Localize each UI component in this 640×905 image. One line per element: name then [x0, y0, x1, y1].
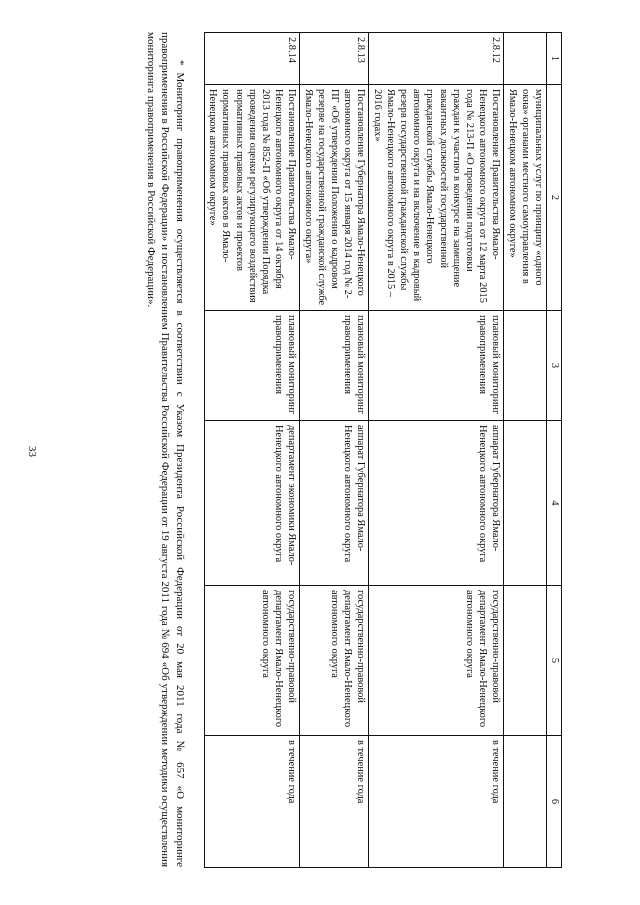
- row-number: 2.8.14: [204, 33, 299, 85]
- co-executor: [504, 586, 547, 736]
- row-number: [504, 33, 547, 85]
- act-name: Постановление Правительства Ямало-Ненецкого автономного округа от 12 марта 2015 года № 213-П «О проведении подготовки граждан к участию в конкурсе на замещение вакантных должностей государственной гражданской службы Ямало-Ненецкого автономного округа и на включение в кадровый резерв государственной гражданской службы Ямало-Ненецкого автономного округа в 2015 – 2016 годах»: [369, 85, 504, 311]
- row-number: 2.8.12: [369, 33, 504, 85]
- term: в течение года: [204, 736, 299, 868]
- footnote: [144, 32, 188, 867]
- header-cell: 5: [547, 586, 562, 736]
- co-executor: государственно-правовой департамент Ямало-Ненецкого автономного округа: [204, 586, 299, 736]
- monitoring-type: плановый мониторинг правоприменения: [204, 311, 299, 421]
- header-cell: 1: [547, 33, 562, 85]
- monitoring-table: [204, 32, 562, 868]
- responsible-executor: департамент экономики Ямало-Ненецкого автономного округа: [204, 421, 299, 586]
- monitoring-type: [504, 311, 547, 421]
- responsible-executor: аппарат Губернатора Ямало-Ненецкого автономного округа: [369, 421, 504, 586]
- responsible-executor: [504, 421, 547, 586]
- monitoring-type: плановый мониторинг правоприменения: [300, 311, 369, 421]
- act-name: Постановление Правительства Ямало-Ненецкого автономного округа от 14 октября 2013 года № 852-П «Об утверждении Порядка проведения оценки регулирующего воздействия нормативных правовых актов и проектов нормативных правовых актов в Ямало-Ненецком автономном округе»: [204, 85, 299, 311]
- footnote-text: * Мониторинг правоприменения осуществляется в соответствии с Указом Президента Российской Федерации от 20 мая 2011 года № 657 «О мониторинге правоприменения в Российской Федерации» и постановлением Правительства Российской Федерации от 19 августа 2011 года № 694 «Об утверждении методики осуществления мониторинга правоприменения в Российской Федерации».: [145, 32, 186, 867]
- monitoring-type: плановый мониторинг правоприменения: [369, 311, 504, 421]
- header-row: [547, 33, 562, 868]
- header-cell: 2: [547, 85, 562, 311]
- header-cell: 6: [547, 736, 562, 868]
- page-number: 33: [26, 446, 38, 457]
- rotated-page-content: [74, 32, 562, 867]
- co-executor: государственно-правовой департамент Ямало-Ненецкого автономного округа: [300, 586, 369, 736]
- table-row: [300, 33, 369, 868]
- co-executor: государственно-правовой департамент Ямало-Ненецкого автономного округа: [369, 586, 504, 736]
- act-name: Постановление Губернатора Ямало-Ненецкого автономного округа от 15 января 2014 год № 2-ПГ «Об утверждении Положения о кадровом резерве на государственной гражданской службе Ямало-Ненецкого автономного округа»: [300, 85, 369, 311]
- responsible-executor: аппарат Губернатора Ямало-Ненецкого автономного округа: [300, 421, 369, 586]
- header-cell: 4: [547, 421, 562, 586]
- term: [504, 736, 547, 868]
- term: в течение года: [300, 736, 369, 868]
- row-number: 2.8.13: [300, 33, 369, 85]
- table-row: [204, 33, 299, 868]
- continuation-row: [504, 33, 547, 868]
- act-name: муниципальных услуг по принципу «одного окна» органами местного самоуправления в Ямало-Ненецком автономном округе»: [504, 85, 547, 311]
- term: в течение года: [369, 736, 504, 868]
- header-cell: 3: [547, 311, 562, 421]
- table-row: [369, 33, 504, 868]
